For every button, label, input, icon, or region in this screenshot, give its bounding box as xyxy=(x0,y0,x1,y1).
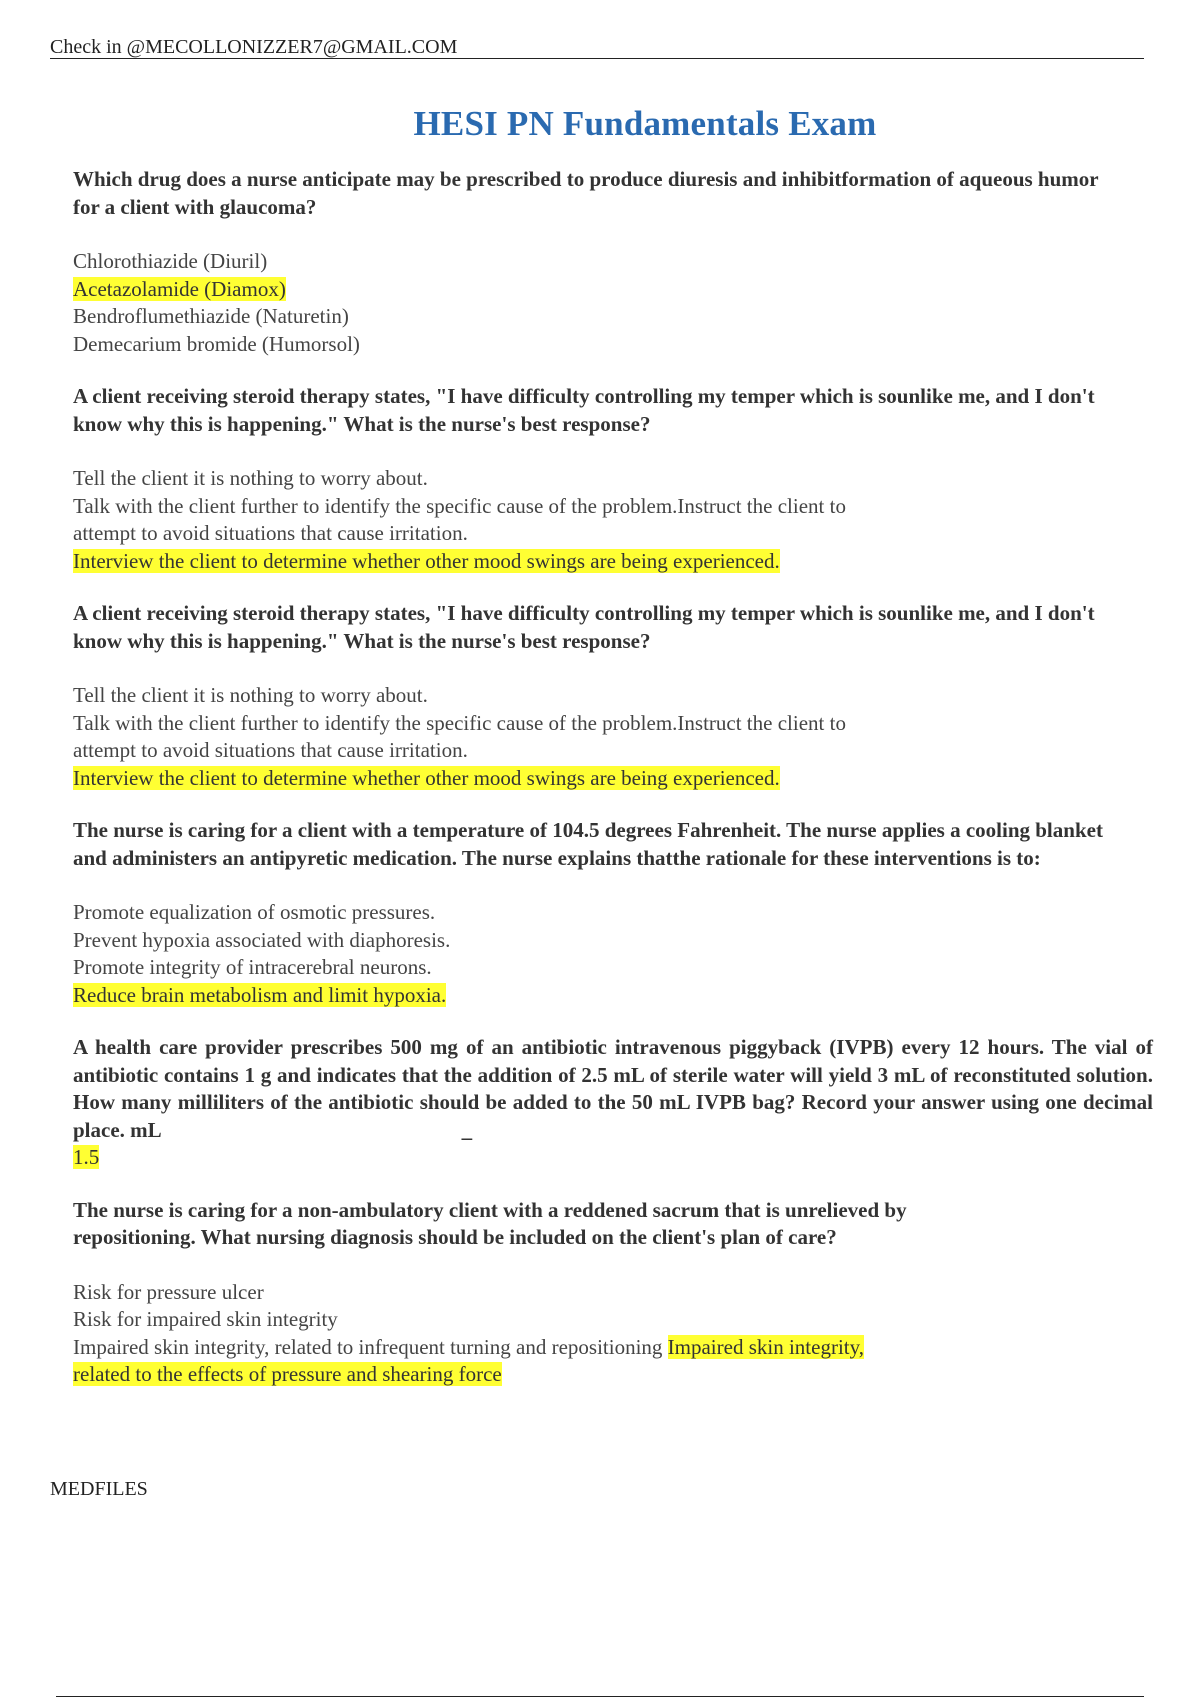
answer-option: Tell the client it is nothing to worry about. xyxy=(73,466,428,490)
answer-option: Promote equalization of osmotic pressures. xyxy=(73,900,436,924)
question-1 xyxy=(73,166,1153,358)
answer-option-correct xyxy=(73,1144,1153,1172)
bottom-divider xyxy=(56,1696,1144,1697)
question-3 xyxy=(73,600,1153,792)
header-text: Check in @MECOLLONIZZER7@GMAIL.COM xyxy=(50,36,458,58)
answer-option: Risk for impaired skin integrity xyxy=(73,1307,338,1331)
answer-option: Prevent hypoxia associated with diaphoresis. xyxy=(73,927,451,952)
answer-option-correct xyxy=(73,765,1153,793)
answer-option: Promote integrity of intracerebral neurons. xyxy=(73,955,432,979)
answer-option: Bendroflumethiazide (Naturetin) xyxy=(73,304,349,328)
document-title: HESI PN Fundamentals Exam xyxy=(413,104,877,143)
answer-option: Talk with the client further to identify the specific cause of the problem.Instruct the client to attempt to avoid situations that cause irritation. xyxy=(73,710,846,762)
question-6 xyxy=(73,1197,1153,1389)
answer-options xyxy=(73,248,1153,358)
correct-answer-highlight: Acetazolamide (Diamox) xyxy=(73,276,286,301)
question-text: The nurse is caring for a non-ambulatory client with a reddened sacrum that is unrelieved by repositioning. What nursing diagnosis should be included on the client's plan of care? xyxy=(73,1197,907,1249)
answer-options xyxy=(73,899,1153,1009)
question-text: The nurse is caring for a client with a temperature of 104.5 degrees Fahrenheit. The nurse applies a cooling blanket and administers an antipyretic medication. The nurse explains thatthe rationale for these interventions is to: xyxy=(73,818,1103,870)
answer-option: Risk for pressure ulcer xyxy=(73,1279,264,1304)
question-text: A client receiving steroid therapy states, "I have difficulty controlling my temper which is sounlike me, and I don't know why this is happening." What is the nurse's best response? xyxy=(73,384,1095,436)
correct-answer-highlight: Interview the client to determine whether other mood swings are being experienced. xyxy=(73,765,780,790)
question-text: Which drug does a nurse anticipate may be prescribed to produce diuresis and inhibitformation of aqueous humor for a client with glaucoma? xyxy=(73,167,1099,219)
question-2 xyxy=(73,383,1153,575)
question-text: A client receiving steroid therapy states, "I have difficulty controlling my temper which is sounlike me, and I don't know why this is happening." What is the nurse's best response? xyxy=(73,601,1095,653)
page-header xyxy=(50,36,1144,59)
answer-option: Tell the client it is nothing to worry about. xyxy=(73,683,428,707)
answer-option: Impaired skin integrity, related to infrequent turning and repositioning xyxy=(73,1334,663,1359)
questions-list xyxy=(73,166,1153,1414)
answer-options xyxy=(73,465,1153,575)
question-text: A health care provider prescribes 500 mg of an antibiotic intravenous piggyback (IVPB) every 12 hours. The vial of antibiotic contains 1 g and indicates that the addition of 2.5 mL of sterile water will yield 3 mL of reconstituted solution. How many milliliters of the antibiotic should be added to the 50 mL IVPB bag? Record your answer using one decimal place. mL _ xyxy=(73,1034,1153,1144)
answer-option: Talk with the client further to identify the specific cause of the problem.Instruct the client to attempt to avoid situations that cause irritation. xyxy=(73,493,846,545)
answer-options xyxy=(73,682,1153,792)
answer-options xyxy=(73,1279,893,1389)
correct-answer-highlight: 1.5 xyxy=(73,1145,100,1169)
correct-answer-highlight: Reduce brain metabolism and limit hypoxia. xyxy=(73,982,447,1007)
answer-option: Chlorothiazide (Diuril) xyxy=(73,249,268,273)
question-5 xyxy=(73,1034,1153,1172)
answer-option: Demecarium bromide (Humorsol) xyxy=(73,331,360,356)
answer-option-correct xyxy=(73,548,1153,576)
question-4 xyxy=(73,817,1153,1009)
answer-option-correct xyxy=(73,982,1153,1010)
correct-answer-highlight: Interview the client to determine whether other mood swings are being experienced. xyxy=(73,548,780,573)
answer-option-correct xyxy=(73,276,1153,304)
correct-answer-highlight: Impaired skin integrity, related to the effects of pressure and shearing force xyxy=(73,1334,864,1386)
answer-options xyxy=(73,1144,1153,1172)
answer-blank: _ xyxy=(461,1117,473,1142)
footer-label: MEDFILES xyxy=(50,1478,148,1500)
